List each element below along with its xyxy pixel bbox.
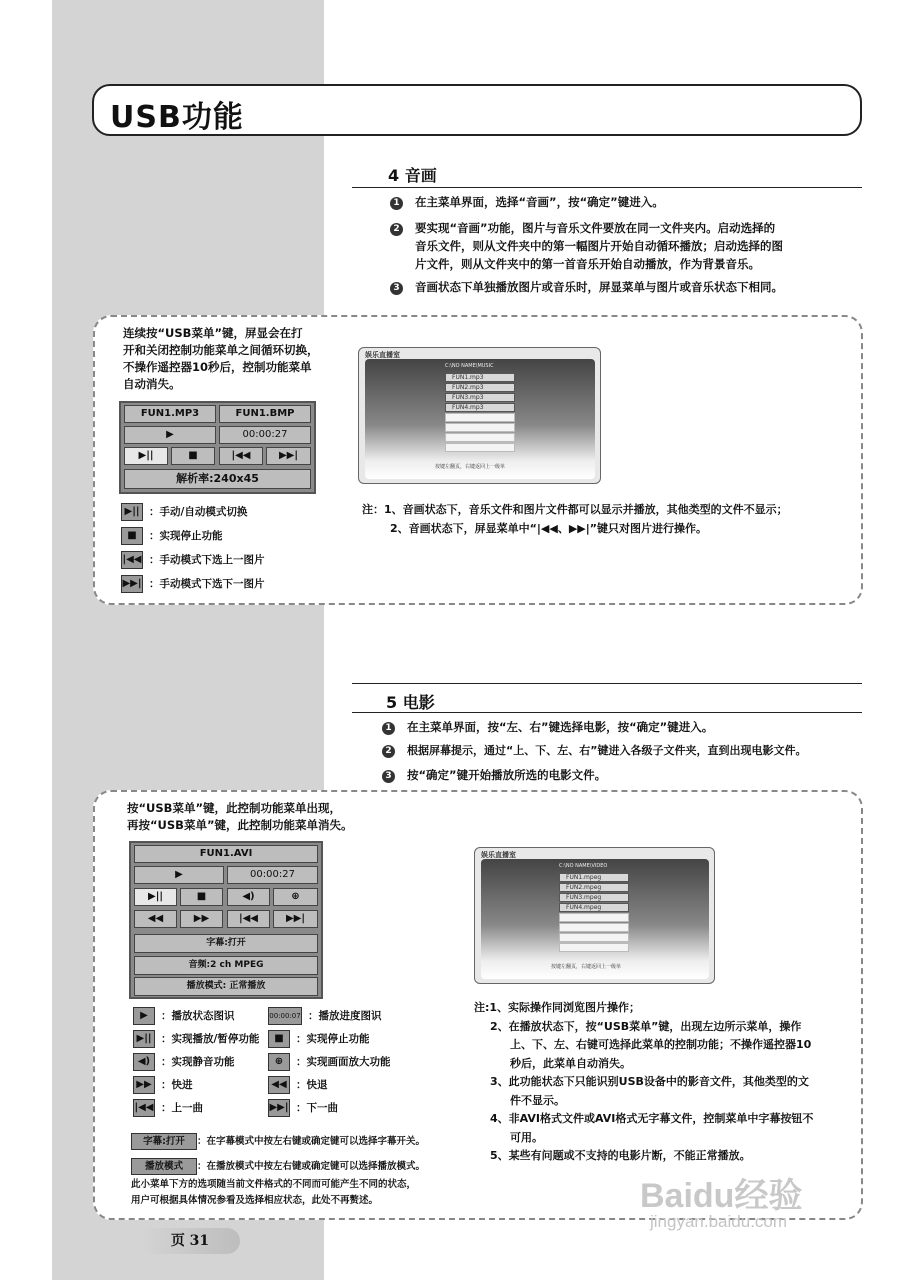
step-text-line2: 音乐文件，则从文件夹中的第一幅图片开始自动循环播放；启动选择的图 xyxy=(415,239,783,253)
screenshot-footer: 按键左翻页，右键返回上一级单 xyxy=(551,964,622,970)
section5-title: 5 电影 xyxy=(386,693,435,712)
section4-step-1 xyxy=(390,193,860,211)
file-row[interactable]: FUN3.mp3 xyxy=(445,393,515,402)
intro-line: 连续按“USB菜单”键，屏显会在打 xyxy=(123,326,303,340)
step-number: 2 xyxy=(382,745,395,758)
step-number: 2 xyxy=(390,223,403,236)
step-text: 音画状态下单独播放图片或音乐时，屏显菜单与图片或音乐状态下相同。 xyxy=(415,280,783,294)
step-text: 在主菜单界面，选择“音画”，按“确定”键进入。 xyxy=(415,195,664,209)
mute-icon: ◀) xyxy=(133,1053,155,1071)
fast-forward-icon: ▶▶ xyxy=(133,1076,155,1094)
legend-text: ：上一曲 xyxy=(161,1102,203,1114)
mute-button[interactable]: ◀) xyxy=(227,888,270,906)
section4-intro xyxy=(123,325,353,393)
screenshot-title: 娱乐直播室 xyxy=(481,851,516,859)
section4-step-2 xyxy=(390,219,860,273)
previous-icon: |◀◀ xyxy=(133,1099,155,1117)
screenshot-path: C:\NO NAME\VIDEO xyxy=(559,863,608,869)
video-browser-screenshot xyxy=(474,847,715,984)
section5-legend-right xyxy=(268,1005,428,1120)
file-row[interactable]: FUN3.mpeg xyxy=(559,893,629,902)
note-line: 4、非AVI格式文件或AVI格式无字幕文件，控制菜单中字幕按钮不 xyxy=(490,1112,814,1125)
note-line: 件不显示。 xyxy=(510,1093,565,1107)
legend-text: ：实现停止功能 xyxy=(296,1033,370,1045)
empty-row xyxy=(445,413,515,422)
baidu-watermark: Baidu经验 xyxy=(640,1177,803,1215)
legend-text: ：在播放模式中按左右键或确定键可以选择播放模式。 xyxy=(197,1161,426,1172)
legend-item xyxy=(133,1074,273,1097)
page-title: USB功能 xyxy=(110,100,244,135)
subtitle-option[interactable]: 字幕:打开 xyxy=(134,934,318,953)
section5-legend-left xyxy=(133,1005,273,1120)
section4-rule xyxy=(352,187,862,188)
intro-line: 自动消失。 xyxy=(123,377,181,391)
resolution-label: 解析率:240x45 xyxy=(124,469,311,489)
section5-tag-legend xyxy=(131,1129,471,1179)
music-browser-screenshot xyxy=(358,347,601,484)
subtitle-tag: 字幕:打开 xyxy=(131,1133,197,1150)
stop-button[interactable]: ■ xyxy=(171,447,215,465)
footnote-line: 此小菜单下方的选项随当前文件格式的不同而可能产生不同的状态， xyxy=(131,1179,417,1190)
legend-text: ：手动/自动模式切换 xyxy=(149,506,248,518)
audio-option[interactable]: 音频:2 ch MPEG xyxy=(134,956,318,975)
rewind-icon: ◀◀ xyxy=(268,1076,290,1094)
stop-icon: ■ xyxy=(268,1030,290,1048)
fast-forward-button[interactable]: ▶▶ xyxy=(180,910,223,928)
file-picture-label: FUN1.BMP xyxy=(219,405,311,423)
note-line: 秒后，此菜单自动消失。 xyxy=(510,1056,631,1070)
legend-item xyxy=(121,524,341,548)
file-row[interactable]: FUN1.mp3 xyxy=(445,373,515,382)
play-status-icon: ▶ xyxy=(124,426,216,444)
note-line: 上、下、左、右键可选择此菜单的控制功能；不操作遥控器10 xyxy=(510,1038,812,1051)
progress-time: 00:00:27 xyxy=(227,866,318,884)
section5-step-3 xyxy=(382,766,872,784)
legend-text: ：实现停止功能 xyxy=(149,530,223,542)
next-button[interactable]: ▶▶| xyxy=(273,910,318,928)
step-number: 1 xyxy=(390,197,403,210)
empty-row xyxy=(559,923,629,932)
play-status-icon: ▶ xyxy=(133,1007,155,1025)
legend-item xyxy=(133,1051,273,1074)
legend-text: ：播放进度图识 xyxy=(308,1010,382,1022)
section5-step-2 xyxy=(382,742,882,760)
legend-item xyxy=(133,1097,273,1120)
page-number: 页 31 xyxy=(140,1228,240,1254)
previous-icon: |◀◀ xyxy=(121,551,143,569)
section5-step-1 xyxy=(382,718,872,736)
stop-icon: ■ xyxy=(121,527,143,545)
previous-button[interactable]: |◀◀ xyxy=(227,910,270,928)
section5-notes xyxy=(474,999,859,1166)
legend-item xyxy=(133,1005,273,1028)
intro-line: 按“USB菜单”键，此控制功能菜单出现， xyxy=(127,801,342,815)
zoom-button[interactable]: ⊕ xyxy=(273,888,318,906)
file-row[interactable]: FUN1.mpeg xyxy=(559,873,629,882)
play-mode-option[interactable]: 播放模式: 正常播放 xyxy=(134,977,318,996)
section5-rule xyxy=(352,712,862,713)
legend-item xyxy=(121,572,341,596)
zoom-icon: ⊕ xyxy=(268,1053,290,1071)
play-status-icon: ▶ xyxy=(134,866,224,884)
section5-intro xyxy=(127,800,427,834)
empty-row xyxy=(559,933,629,942)
section4-step-3 xyxy=(390,278,860,296)
intro-line: 开和关闭控制功能菜单之间循环切换， xyxy=(123,343,319,357)
step-number: 1 xyxy=(382,722,395,735)
legend-item xyxy=(133,1028,273,1051)
empty-row xyxy=(445,423,515,432)
empty-row xyxy=(559,943,629,952)
legend-item xyxy=(121,548,341,572)
empty-row xyxy=(559,913,629,922)
screenshot-path: C:\NO NAME\MUSIC xyxy=(445,363,494,369)
note-line: 2、在播放状态下，按“USB菜单”键，出现左边所示菜单，操作 xyxy=(490,1019,802,1033)
screenshot-title: 娱乐直播室 xyxy=(365,351,400,359)
play-pause-icon: ▶|| xyxy=(121,503,143,521)
progress-time: 00:00:27 xyxy=(219,426,311,444)
next-icon: ▶▶| xyxy=(121,575,143,593)
intro-line: 不操作遥控器10秒后，控制功能菜单 xyxy=(123,360,312,374)
legend-item xyxy=(268,1074,428,1097)
legend-text: ：播放状态图识 xyxy=(161,1010,235,1022)
step-text: 在主菜单界面，按“左、右”键选择电影，按“确定”键进入。 xyxy=(407,720,714,734)
next-button[interactable]: ▶▶| xyxy=(266,447,311,465)
section4-title: 4 音画 xyxy=(388,166,437,185)
step-text: 根据屏幕提示，通过“上、下、左、右”键进入各级子文件夹，直到出现电影文件。 xyxy=(407,744,807,757)
legend-text: ：快退 xyxy=(296,1079,328,1091)
file-row[interactable]: FUN4.mpeg xyxy=(559,903,629,912)
music-control-menu xyxy=(119,401,316,494)
file-row[interactable]: FUN4.mp3 xyxy=(445,403,515,412)
step-text: 要实现“音画”功能，图片与音乐文件要放在同一文件夹内。启动选择的 xyxy=(415,221,776,235)
stop-button[interactable]: ■ xyxy=(180,888,223,906)
step-number: 3 xyxy=(382,770,395,783)
step-text: 按“确定”键开始播放所选的电影文件。 xyxy=(407,768,607,782)
legend-text: ：实现画面放大功能 xyxy=(296,1056,391,1068)
footnote-line: 用户可根据具体情况参看及选择相应状态，此处不再赘述。 xyxy=(131,1195,379,1206)
legend-text: ：快进 xyxy=(161,1079,193,1091)
screenshot-screen xyxy=(365,359,595,479)
note-line: 注：1、音画状态下，音乐文件和图片文件都可以显示并播放，其他类型的文件不显示； xyxy=(362,503,788,516)
empty-row xyxy=(445,433,515,442)
note-line: 注:1、实际操作同浏览图片操作； xyxy=(474,1001,641,1014)
section4-notes xyxy=(362,500,852,538)
legend-text: ：下一曲 xyxy=(296,1102,338,1114)
legend-text: ：实现静音功能 xyxy=(161,1056,235,1068)
play-mode-tag: 播放模式 xyxy=(131,1158,197,1175)
previous-button[interactable]: |◀◀ xyxy=(219,447,263,465)
empty-row xyxy=(445,443,515,452)
note-line: 3、此功能状态下只能识别USB设备中的影音文件，其他类型的文 xyxy=(490,1075,809,1088)
tag-legend-item xyxy=(131,1129,471,1154)
next-icon: ▶▶| xyxy=(268,1099,290,1117)
file-row[interactable]: FUN2.mpeg xyxy=(559,883,629,892)
legend-item xyxy=(268,1005,428,1028)
screenshot-screen xyxy=(481,859,709,979)
progress-time-icon: 00:00:07 xyxy=(268,1007,302,1025)
file-music-label: FUN1.MP3 xyxy=(124,405,216,423)
step-text-line3: 片文件，则从文件夹中的第一首音乐开始自动播放，作为背景音乐。 xyxy=(415,257,760,271)
video-control-menu xyxy=(129,841,323,999)
play-pause-icon: ▶|| xyxy=(133,1030,155,1048)
note-line: 5、某些有问题或不支持的电影片断，不能正常播放。 xyxy=(490,1149,751,1162)
note-line: 2、音画状态下，屏显菜单中“|◀◀、▶▶|”键只对图片进行操作。 xyxy=(390,522,707,535)
file-row[interactable]: FUN2.mp3 xyxy=(445,383,515,392)
legend-item xyxy=(268,1028,428,1051)
legend-item xyxy=(268,1097,428,1120)
section4-legend xyxy=(121,500,341,596)
baidu-watermark-url: jingyan.baidu.com xyxy=(650,1212,788,1231)
note-line: 可用。 xyxy=(510,1130,543,1144)
section5-footnote xyxy=(131,1177,471,1209)
legend-text: ：手动模式下选下一图片 xyxy=(149,578,265,590)
legend-text: ：手动模式下选上一图片 xyxy=(149,554,265,566)
tag-legend-item xyxy=(131,1154,471,1179)
play-pause-button[interactable]: ▶|| xyxy=(134,888,177,906)
intro-line: 再按“USB菜单”键，此控制功能菜单消失。 xyxy=(127,818,353,832)
legend-text: ：实现播放/暂停功能 xyxy=(161,1033,260,1045)
file-video-label: FUN1.AVI xyxy=(134,845,318,863)
screenshot-footer: 按键左翻页，右键返回上一级单 xyxy=(435,464,506,470)
play-pause-button[interactable]: ▶|| xyxy=(124,447,168,465)
step-number: 3 xyxy=(390,282,403,295)
section5-rule-top xyxy=(352,683,862,684)
legend-item xyxy=(268,1051,428,1074)
legend-text: ：在字幕模式中按左右键或确定键可以选择字幕开关。 xyxy=(197,1136,426,1147)
legend-item xyxy=(121,500,341,524)
rewind-button[interactable]: ◀◀ xyxy=(134,910,177,928)
